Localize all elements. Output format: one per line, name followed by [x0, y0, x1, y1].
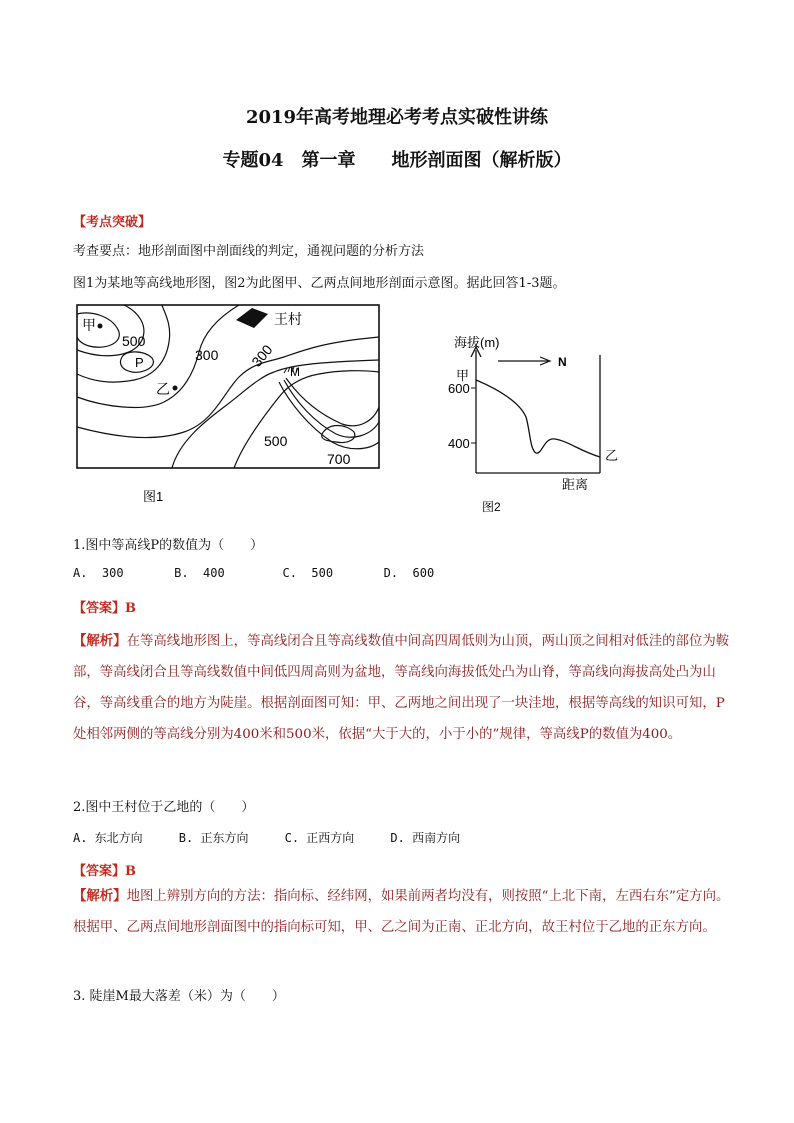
- label-wangcun: 王村: [274, 311, 302, 327]
- north-label: N: [558, 355, 567, 369]
- key-points: 考查要点：地形剖面图中剖面线的判定，通视问题的分析方法: [73, 244, 425, 259]
- figure1-caption: 图1: [143, 489, 164, 502]
- tick-400: 400: [448, 436, 470, 451]
- label-300a: 300: [195, 347, 219, 363]
- q1-answer: 【答案】B: [73, 601, 136, 616]
- profile-curve: [476, 380, 600, 457]
- start-label: 甲: [456, 368, 470, 383]
- label-500b: 500: [264, 433, 288, 449]
- jia-dot: [98, 324, 103, 329]
- wangcun-block: [236, 308, 268, 328]
- label-yi: 乙: [156, 381, 170, 397]
- contour-upper: [234, 371, 379, 468]
- q2-analysis-text: 地图上辨别方向的方法：指向标、经纬网，如果前两者均没有，则按照“上北下南，左西右东”定方向。根据甲、乙两点间地形剖面图中的指向标可知，甲、乙之间为正南、正北方向，故王村位于乙地的正东方向。: [73, 889, 730, 935]
- contour-cliff-b: [284, 380, 379, 437]
- page-title: 2019年高考地理必考考点实破性讲练: [245, 107, 549, 128]
- q2-stem: 2.图中王村位于乙地的（ ）: [73, 800, 255, 815]
- label-300b: 300: [248, 341, 276, 370]
- q2-answer: 【答案】B: [73, 864, 136, 879]
- yi-dot: [173, 386, 178, 391]
- ylabel: 海拔(m): [454, 335, 500, 350]
- label-jia: 甲: [82, 317, 96, 333]
- q2-analysis: [73, 881, 733, 943]
- q1-analysis-label: 【解析】: [73, 633, 127, 649]
- q1-analysis-text: 在等高线地形图上，等高线闭合且等高线数值中间高四周低则为山顶，两山顶之间相对低洼的部位为鞍部，等高线闭合且等高线数值中间低四周高则为盆地，等高线向海拔低处凸为山脊，等高线向海拔高处凸为山谷，等高线重合的地方为陡崖。根据剖面图可知：甲、乙两地之间出现了一块洼地，根据等高线的知识可知，P处相邻两侧的等高线分别为400米和500米，依据“大于大的，小于小的”规律，等高线P的数值为400。: [73, 634, 730, 742]
- label-700: 700: [327, 451, 351, 467]
- q1-stem: 1.图中等高线P的数值为（ ）: [73, 538, 264, 553]
- figure2-caption: 图2: [482, 500, 501, 514]
- xlabel: 距离: [562, 477, 589, 492]
- contour-300c: [77, 337, 379, 437]
- contour-cliff-c: [286, 378, 379, 426]
- q3-stem: 3. 陡崖M最大落差（米）为（ ）: [73, 989, 285, 1004]
- end-label: 乙: [605, 448, 619, 463]
- q2-analysis-label: 【解析】: [73, 888, 127, 904]
- label-p: P: [135, 355, 144, 370]
- section-tag: 【考点突破】: [73, 215, 152, 230]
- figure2-profile: [440, 325, 630, 520]
- intro-text: 图1为某地等高线地形图，图2为此图甲、乙两点间地形剖面示意图。据此回答1-3题。: [73, 276, 566, 291]
- contour-700-loop: [322, 426, 355, 443]
- tick-600: 600: [448, 381, 470, 396]
- figure1-contour-map: [74, 302, 384, 502]
- label-500a: 500: [122, 333, 146, 349]
- contour-cliff-a: [279, 382, 379, 449]
- q2-options: A. 东北方向 B. 正东方向 C. 正西方向 D. 西南方向: [73, 831, 461, 845]
- page-subtitle: 专题04 第一章 地形剖面图（解析版）: [222, 150, 572, 171]
- q1-analysis: [73, 626, 733, 750]
- label-m: M: [290, 365, 300, 379]
- q1-options: A. 300 B. 400 C. 500 D. 600: [73, 566, 435, 580]
